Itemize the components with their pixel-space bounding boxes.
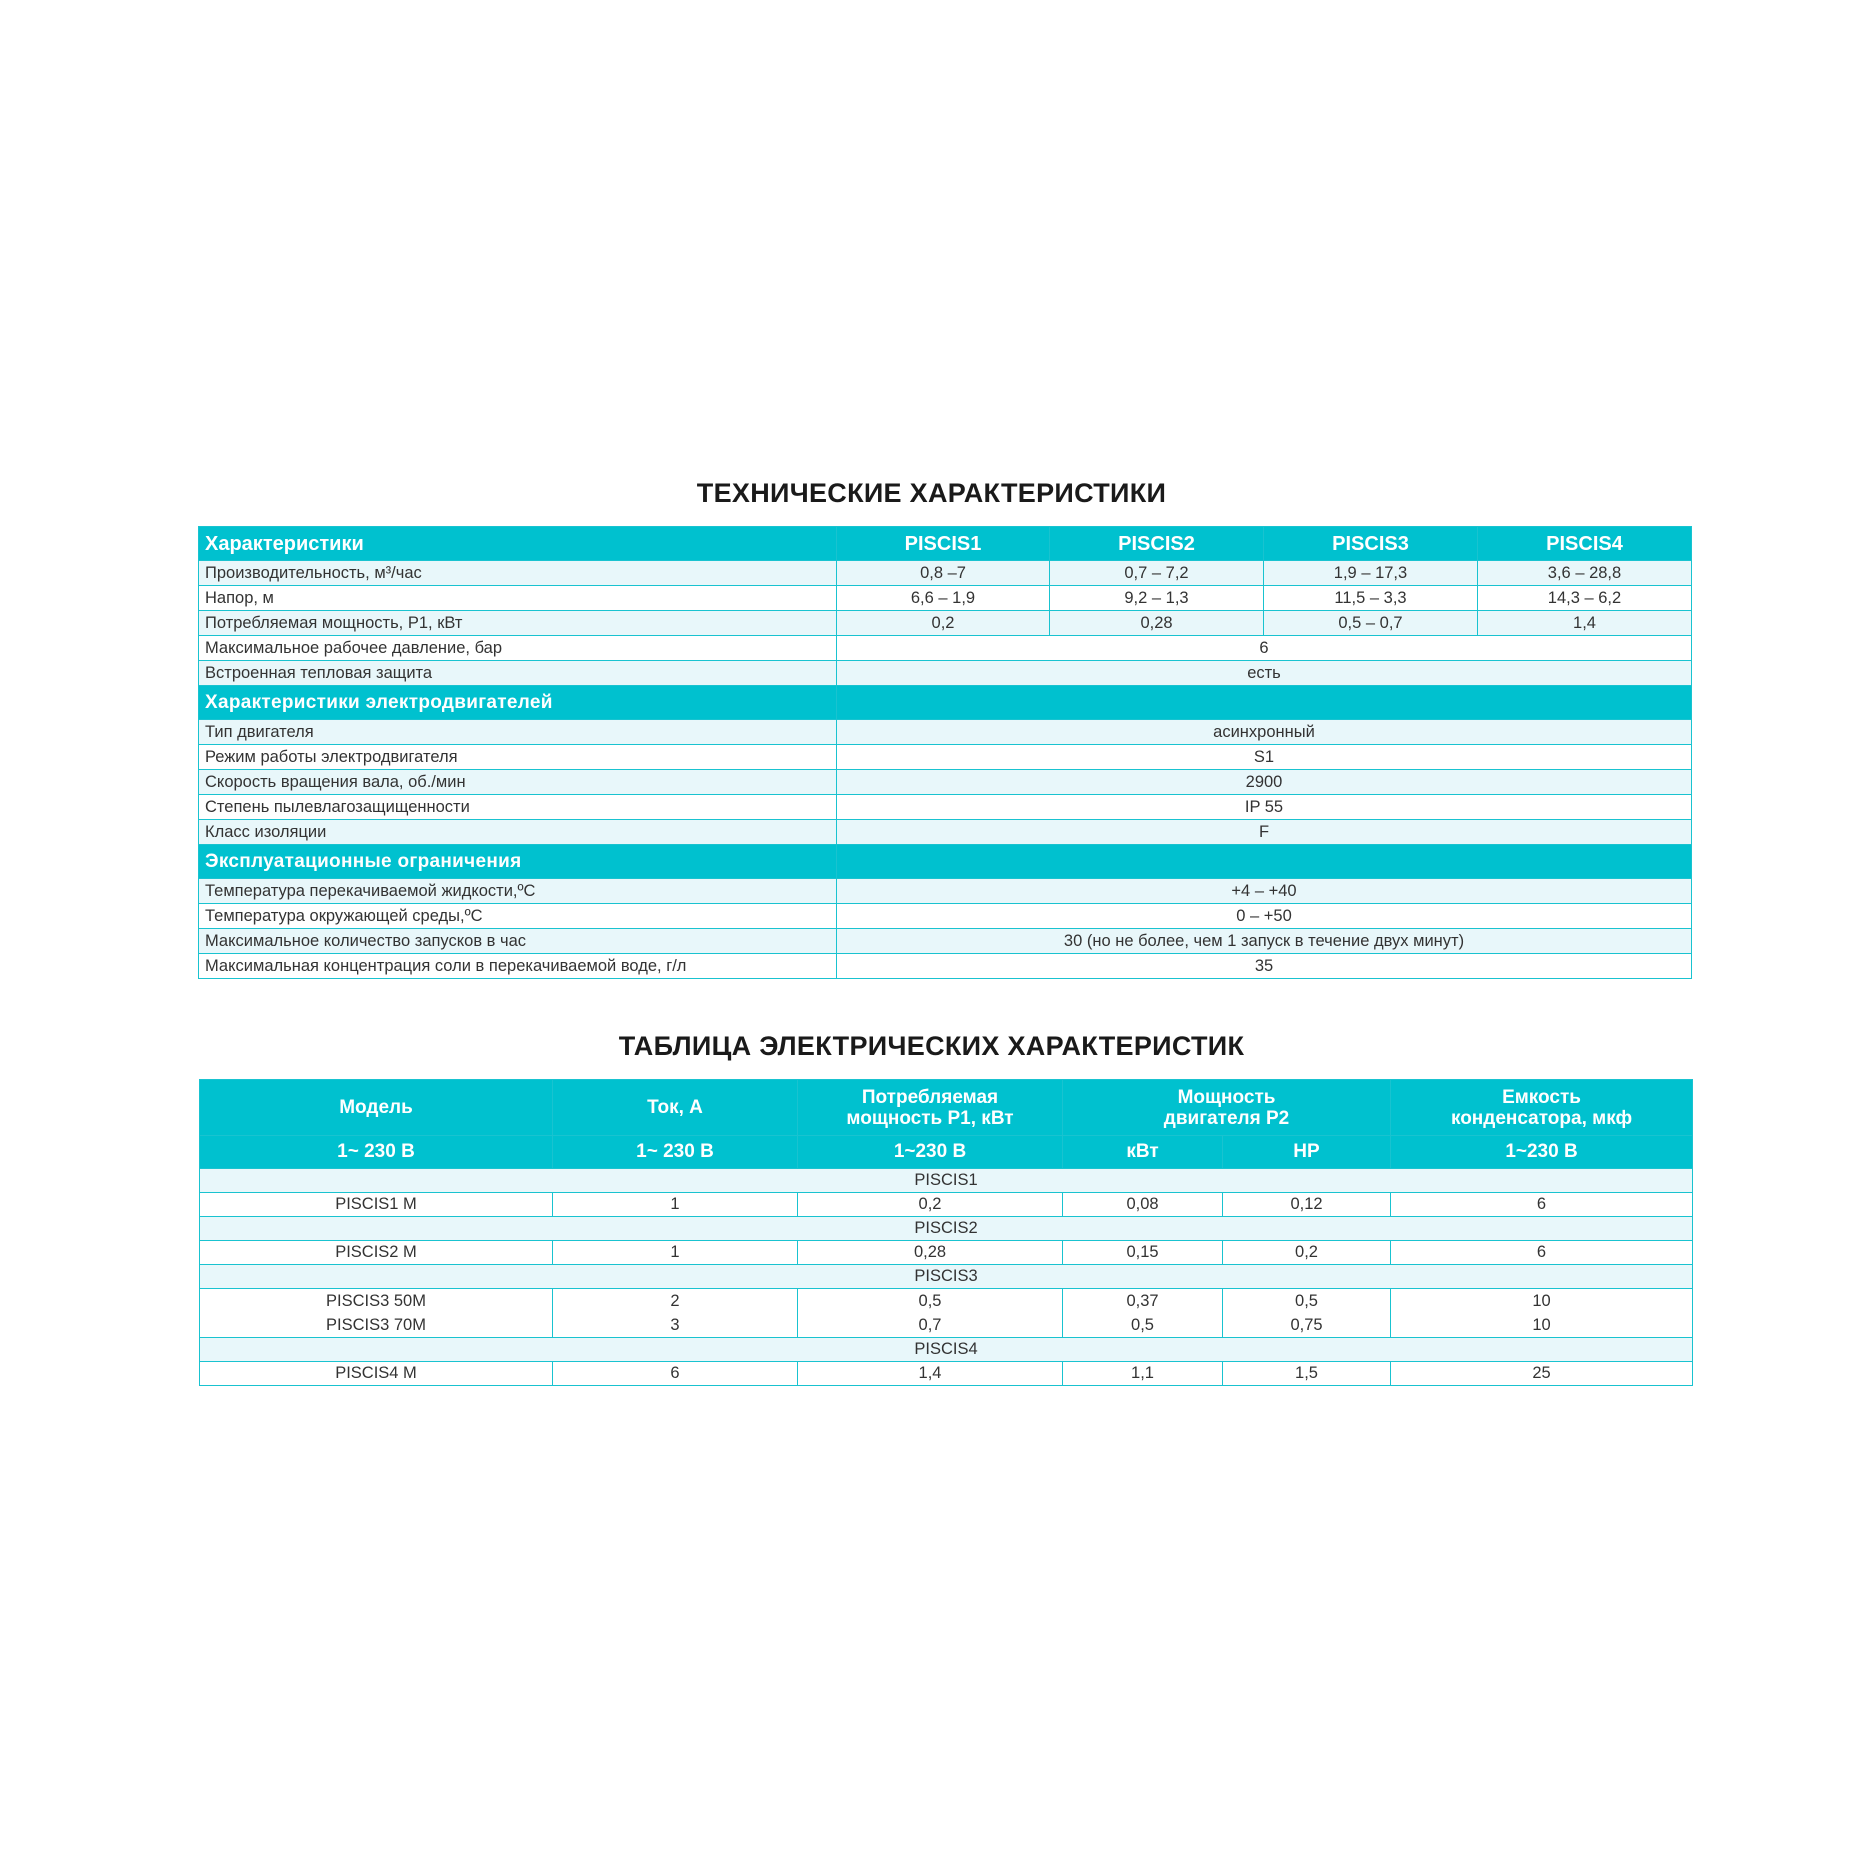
table-row [199, 904, 1692, 929]
header-model: Модель [200, 1080, 553, 1136]
subheader-p1-voltage: 1~230 В [798, 1136, 1063, 1169]
cell-p1: 0,28 [798, 1241, 1063, 1265]
row-value: 0,8 –7 [837, 561, 1050, 586]
section-header-limits [199, 845, 1692, 879]
group-name: PISCIS3 [200, 1265, 1693, 1289]
table-row [200, 1289, 1693, 1338]
row-value: +4 – +40 [837, 879, 1692, 904]
row-value: 14,3 – 6,2 [1478, 586, 1692, 611]
row-value: S1 [837, 745, 1692, 770]
table-row [199, 586, 1692, 611]
row-value: 1,4 [1478, 611, 1692, 636]
table-row [199, 820, 1692, 845]
table-row [199, 795, 1692, 820]
table-row [200, 1241, 1693, 1265]
header-current: Ток, А [553, 1080, 798, 1136]
row-label: Максимальное количество запусков в час [199, 929, 837, 954]
table-row [199, 661, 1692, 686]
group-row-piscis4 [200, 1338, 1693, 1362]
cell-kw: 1,1 [1063, 1362, 1223, 1386]
section-title: Эксплуатационные ограничения [199, 845, 837, 879]
cell-kw: 0,15 [1063, 1241, 1223, 1265]
row-label: Степень пылевлагозащищенности [199, 795, 837, 820]
row-label: Производительность, м³/час [199, 561, 837, 586]
row-value: 11,5 – 3,3 [1264, 586, 1478, 611]
cell-hp: 0,2 [1223, 1241, 1391, 1265]
row-label: Максимальное рабочее давление, бар [199, 636, 837, 661]
row-value: 0,5 – 0,7 [1264, 611, 1478, 636]
cell-kw: 0,37 0,5 [1063, 1289, 1223, 1338]
cell-model: PISCIS2 M [200, 1241, 553, 1265]
cell-current: 2 3 [553, 1289, 798, 1338]
tech-table-title: ТЕХНИЧЕСКИЕ ХАРАКТЕРИСТИКИ [696, 478, 1167, 508]
cell-cap: 6 [1391, 1241, 1693, 1265]
row-label: Потребляемая мощность, P1, кВт [199, 611, 837, 636]
row-label: Температура перекачиваемой жидкости,ºС [199, 879, 837, 904]
table-header-row [200, 1080, 1693, 1136]
row-value: 35 [837, 954, 1692, 979]
row-value: 2900 [837, 770, 1692, 795]
row-label: Скорость вращения вала, об./мин [199, 770, 837, 795]
row-label: Максимальная концентрация соли в перекачиваемой воде, г/л [199, 954, 837, 979]
table-row [199, 879, 1692, 904]
cell-p1: 0,5 0,7 [798, 1289, 1063, 1338]
section-header-motor [199, 686, 1692, 720]
cell-current: 6 [553, 1362, 798, 1386]
row-value: 1,9 – 17,3 [1264, 561, 1478, 586]
table-row [199, 929, 1692, 954]
table-subheader-row [200, 1136, 1693, 1169]
group-name: PISCIS1 [200, 1169, 1693, 1193]
subheader-cap-voltage: 1~230 В [1391, 1136, 1693, 1169]
cell-model: PISCIS1 M [200, 1193, 553, 1217]
subheader-model-voltage: 1~ 230 В [200, 1136, 553, 1169]
group-name: PISCIS2 [200, 1217, 1693, 1241]
row-value: есть [837, 661, 1692, 686]
section-title: Характеристики электродвигателей [199, 686, 837, 720]
electrical-specs-table [199, 1079, 1693, 1386]
cell-model: PISCIS4 M [200, 1362, 553, 1386]
technical-specs-table [198, 526, 1692, 979]
cell-kw: 0,08 [1063, 1193, 1223, 1217]
table-row [200, 1193, 1693, 1217]
table-row [199, 720, 1692, 745]
header-model-piscis3: PISCIS3 [1264, 527, 1478, 561]
group-row-piscis1 [200, 1169, 1693, 1193]
row-value: асинхронный [837, 720, 1692, 745]
cell-hp: 1,5 [1223, 1362, 1391, 1386]
row-label: Встроенная тепловая защита [199, 661, 837, 686]
subheader-current-voltage: 1~ 230 В [553, 1136, 798, 1169]
subheader-kw: кВт [1063, 1136, 1223, 1169]
header-p2: Мощность двигателя P2 [1063, 1080, 1391, 1136]
group-name: PISCIS4 [200, 1338, 1693, 1362]
cell-cap: 6 [1391, 1193, 1693, 1217]
header-label: Характеристики [199, 527, 837, 561]
row-value: 30 (но не более, чем 1 запуск в течение двух минут) [837, 929, 1692, 954]
row-value: 0,7 – 7,2 [1050, 561, 1264, 586]
cell-cap: 25 [1391, 1362, 1693, 1386]
cell-current: 1 [553, 1193, 798, 1217]
cell-hp: 0,12 [1223, 1193, 1391, 1217]
table-row [200, 1362, 1693, 1386]
row-value: 0,2 [837, 611, 1050, 636]
elec-table-title: ТАБЛИЦА ЭЛЕКТРИЧЕСКИХ ХАРАКТЕРИСТИК [618, 1031, 1245, 1061]
group-row-piscis2 [200, 1217, 1693, 1241]
row-value: IP 55 [837, 795, 1692, 820]
header-model-piscis4: PISCIS4 [1478, 527, 1692, 561]
cell-cap: 10 10 [1391, 1289, 1693, 1338]
table-row [199, 636, 1692, 661]
subheader-hp: HP [1223, 1136, 1391, 1169]
group-row-piscis3 [200, 1265, 1693, 1289]
row-value: F [837, 820, 1692, 845]
header-capacitor: Емкость конденсатора, мкф [1391, 1080, 1693, 1136]
row-value: 0,28 [1050, 611, 1264, 636]
table-row [199, 954, 1692, 979]
row-label: Напор, м [199, 586, 837, 611]
header-p1: Потребляемая мощность P1, кВт [798, 1080, 1063, 1136]
row-value: 3,6 – 28,8 [1478, 561, 1692, 586]
cell-current: 1 [553, 1241, 798, 1265]
cell-p1: 1,4 [798, 1362, 1063, 1386]
header-model-piscis2: PISCIS2 [1050, 527, 1264, 561]
cell-p1: 0,2 [798, 1193, 1063, 1217]
row-label: Режим работы электродвигателя [199, 745, 837, 770]
table-row [199, 770, 1692, 795]
table-row [199, 745, 1692, 770]
row-value: 0 – +50 [837, 904, 1692, 929]
row-value: 9,2 – 1,3 [1050, 586, 1264, 611]
row-value: 6,6 – 1,9 [837, 586, 1050, 611]
row-label: Класс изоляции [199, 820, 837, 845]
table-header-row [199, 527, 1692, 561]
cell-hp: 0,5 0,75 [1223, 1289, 1391, 1338]
row-label: Тип двигателя [199, 720, 837, 745]
cell-model: PISCIS3 50M PISCIS3 70M [200, 1289, 553, 1338]
table-row [199, 611, 1692, 636]
row-label: Температура окружающей среды,ºС [199, 904, 837, 929]
table-row [199, 561, 1692, 586]
row-value: 6 [837, 636, 1692, 661]
header-model-piscis1: PISCIS1 [837, 527, 1050, 561]
